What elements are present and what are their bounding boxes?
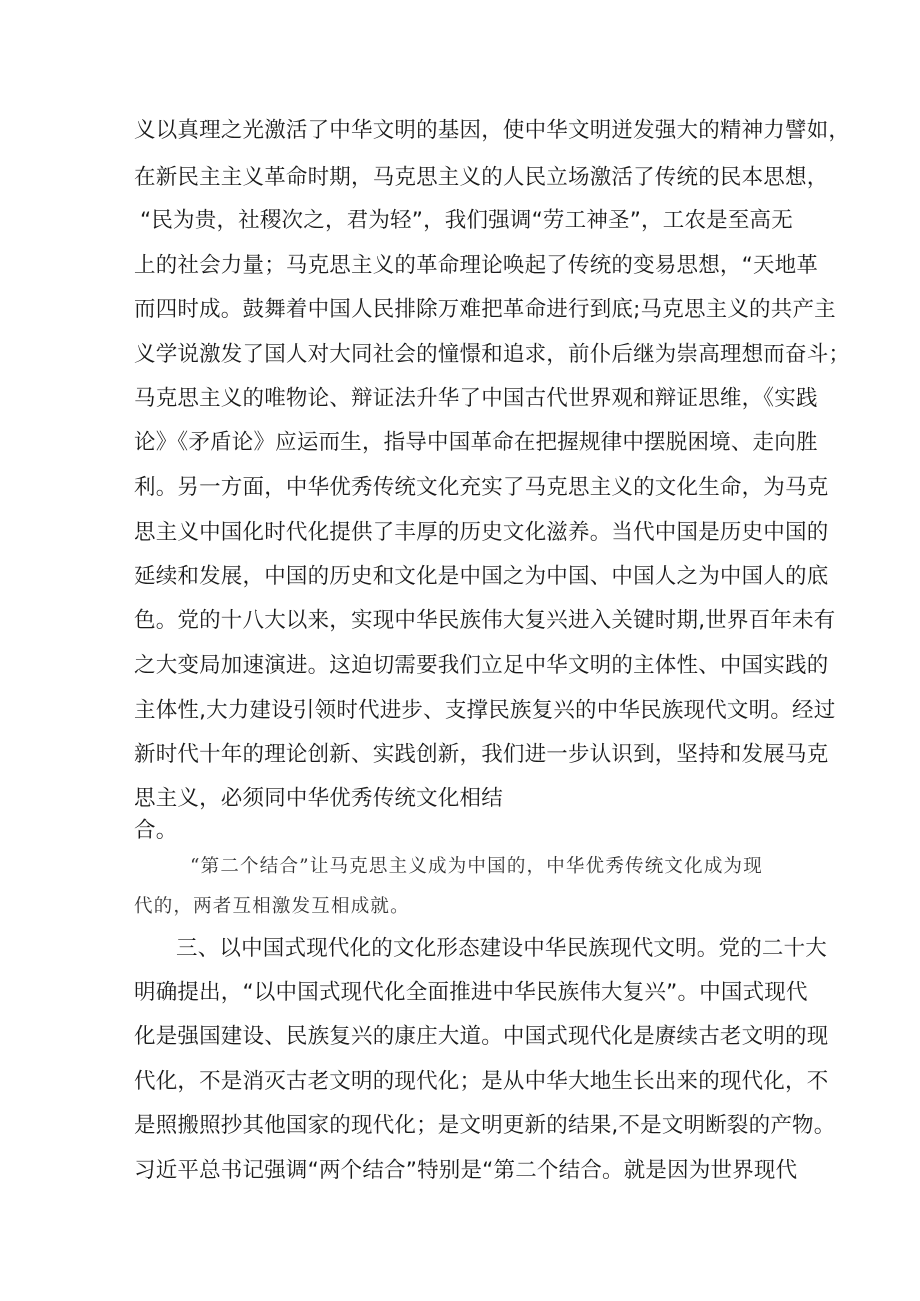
paragraph-1-line-16: 思主义，必须同中华优秀传统文化相结 xyxy=(134,786,503,811)
paragraph-1-line-5: 而四时成。鼓舞着中国人民排除万难把革命进行到底;马克思主义的共产主 xyxy=(134,297,836,322)
paragraph-1-line-4: 上的社会力量；马克思主义的革命理论唤起了传统的变易思想，“天地革 xyxy=(134,253,819,278)
paragraph-1-line-11: 延续和发展，中国的历史和文化是中国之为中国、中国人之为中国人的底 xyxy=(134,564,829,589)
paragraph-1-line-3: “民为贵，社稷次之，君为轻”，我们强调“劳工神圣”，工农是至高无 xyxy=(140,208,793,233)
paragraph-2-line-5: 是照搬照抄其他国家的现代化；是文明更新的结果,不是文明断裂的产物。 xyxy=(134,1113,836,1138)
paragraph-1-line-2: 在新民主主义革命时期，马克思主义的人民立场激活了传统的民本思想， xyxy=(134,165,829,190)
paragraph-1-line-17: 合。 xyxy=(134,818,178,843)
quote-line-1: “第二个结合”让马克思主义成为中国的，中华优秀传统文化成为现 xyxy=(190,856,763,877)
paragraph-2-line-2: 明确提出，“以中国式现代化全面推进中华民族伟大复兴”。中国式现代 xyxy=(134,980,808,1005)
paragraph-2-line-3: 化是强国建设、民族复兴的康庄大道。中国式现代化是赓续古老文明的现 xyxy=(134,1024,829,1049)
paragraph-1-line-9: 利。另一方面，中华优秀传统文化充实了马克思主义的文化生命，为马克 xyxy=(134,475,829,500)
quote-line-2: 代的，两者互相激发互相成就。 xyxy=(134,896,410,917)
paragraph-1-line-10: 思主义中国化时代化提供了丰厚的历史文化滋养。当代中国是历史中国的 xyxy=(134,520,829,545)
paragraph-1-line-7: 马克思主义的唯物论、辩证法升华了中国古代世界观和辩证思维，《实践 xyxy=(134,386,818,411)
paragraph-1-line-15: 新时代十年的理论创新、实践创新，我们进一步认识到，坚持和发展马克 xyxy=(134,742,829,767)
paragraph-2-line-4: 代化，不是消灭古老文明的现代化；是从中华大地生长出来的现代化，不 xyxy=(134,1069,829,1094)
paragraph-1-line-6: 义学说激发了国人对大同社会的憧憬和追求，前仆后继为崇高理想而奋斗； xyxy=(134,342,851,367)
paragraph-1-line-1: 义以真理之光激活了中华文明的基因，使中华文明迸发强大的精神力譬如， xyxy=(134,118,851,143)
paragraph-1-line-13: 之大变局加速演进。这迫切需要我们立足中华文明的主体性、中国实践的 xyxy=(134,653,829,678)
paragraph-1-line-14: 主体性,大力建设引领时代进步、支撑民族复兴的中华民族现代文明。经过 xyxy=(134,698,836,723)
paragraph-2-line-6: 习近平总书记强调“两个结合”特别是“第二个结合。就是因为世界现代 xyxy=(134,1158,798,1183)
paragraph-1-line-8: 论》《矛盾论》应运而生，指导中国革命在把握规律中摆脱困境、走向胜 xyxy=(134,430,818,455)
paragraph-1-line-12: 色。党的十八大以来，实现中华民族伟大复兴进入关键时期,世界百年未有 xyxy=(134,608,836,633)
paragraph-2-line-1: 三、以中国式现代化的文化形态建设中华民族现代文明。党的二十大 xyxy=(176,936,828,961)
